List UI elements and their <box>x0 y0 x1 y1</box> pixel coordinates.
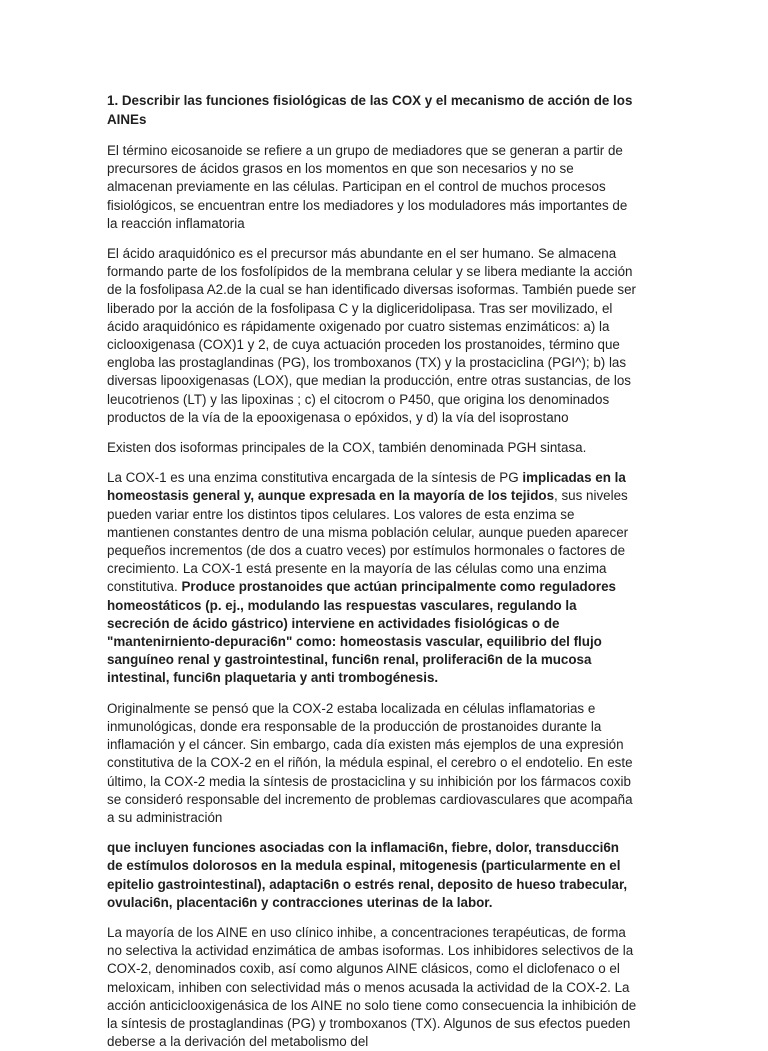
paragraph-acido-araquidonico: El ácido araquidónico es el precursor más abundante en el ser humano. Se almacena formando parte de los fosfolípidos de la membrana celular y se libera mediante la acción de la fosfolipasa A2.de la cual se han identificado diversas isoformas. También puede ser liberado por la acción de la fosfolipasa C y la digliceridolipasa. Tras ser movilizado, el ácido araquidónico es rápidamente oxigenado por cuatro sistemas enzimáticos: a) la ciclooxigenasa (COX)1 y 2, de cuya actuación proceden los prostanoides, término que engloba las prostaglandinas (PG), los tromboxanos (TX) y la prostaciclina (PGI^); b) las diversas lipooxigenasas (LOX), que median la producción, entre otras sustancias, de los leucotrienos (LT) y las lipoxinas ; c) el citocrom o P450, que origina los denominados productos de la vía de la epooxigenasa o epóxidos, y d) la vía del isoprostano <box>107 246 637 425</box>
cox1-bold-d: Produce prostanoides que actúan principalmente como reguladores homeostáticos (p. ej., modulando las respuestas vasculares, regulando la secreción de ácido gástrico) interviene en actividades fisiológicas o de "mantenirniento-depuraci6n" como: homeostasis vascular, equilibrio del flujo sanguíneo renal y gastrointestinal, funci6n renal, proliferaci6n de la mucosa intestinal, funci6n plaquetaria y anti trombogénesis. <box>107 579 616 686</box>
paragraph-cox2-functions <box>107 839 638 912</box>
cox1-bold-b: implicadas en la homeostasis general y, aunque expresada en la mayoría de los tejidos <box>107 470 626 504</box>
paragraph-isoformas: Existen dos isoformas principales de la COX, también denominada PGH sintasa. <box>107 440 587 456</box>
cox1-text-c: , sus niveles pueden variar entre los distintos tipos celulares. Los valores de esta enzima se mantienen constantes dentro de una misma población celular, aunque pueden aparecer pequeños incrementos (de dos a cuatro veces) por estímulos hormonales o factores de crecimiento. La COX-1 está presente en la mayoría de las células como una enzima constitutiva. <box>107 488 629 595</box>
document-heading: 1. Describir las funciones fisiológicas de las COX y el mecanismo de acción de los AINEs <box>107 93 633 127</box>
paragraph-cox1 <box>107 469 638 687</box>
cox2-functions-bold: que incluyen funciones asociadas con la inflamaci6n, fiebre, dolor, transducci6n de estímulos dolorosos en la medula espinal, mitogenesis (particularmente en el epitelio gastrointestinal), adaptaci6n o estrés renal, deposito de hueso trabecular, ovulaci6n, placentaci6n y contracciones uterinas de la labor. <box>107 840 628 910</box>
paragraph-aine: La mayoría de los AINE en uso clínico inhibe, a concentraciones terapéuticas, de forma no selectiva la actividad enzimática de ambas isoformas. Los inhibidores selectivos de la COX-2, denominados coxib, así como algunos AINE clásicos, como el diclofenaco o el meloxicam, inhiben con selectividad más o menos acusada la actividad de la COX-2. La acción anticiclooxigenásica de los AINE no solo tiene como consecuencia la inhibición de la síntesis de prostaglandinas (PG) y tromboxanos (TX). Algunos de sus efectos pueden deberse a la derivación del metabolismo del <box>107 924 637 1050</box>
paragraph-cox2: Originalmente se pensó que la COX-2 estaba localizada en células inflamatorias e inmunológicas, donde era responsable de la producción de prostanoides durante la inflamación y el cáncer. Sin embargo, cada día existen más ejemplos de una expresión constitutiva de la COX-2 en el riñón, la médula espinal, el cerebro o el endotelio. En este último, la COX-2 media la síntesis de prostaciclina y su inhibición por los fármacos coxib se consideró responsable del incremento de problemas cardiovasculares que acompaña a su administración <box>107 700 633 825</box>
cox1-text-a: La COX-1 es una enzima constitutiva encargada de la síntesis de PG <box>107 470 523 486</box>
paragraph-eicosanoides: El término eicosanoide se refiere a un grupo de mediadores que se generan a partir de precursores de ácidos grasos en los momentos en que son necesarios y no se almacenan previamente en las células. Participan en el control de muchos procesos fisiológicos, se encuentran entre los mediadores y los moduladores más importantes de la reacción inflamatoria <box>107 143 628 231</box>
